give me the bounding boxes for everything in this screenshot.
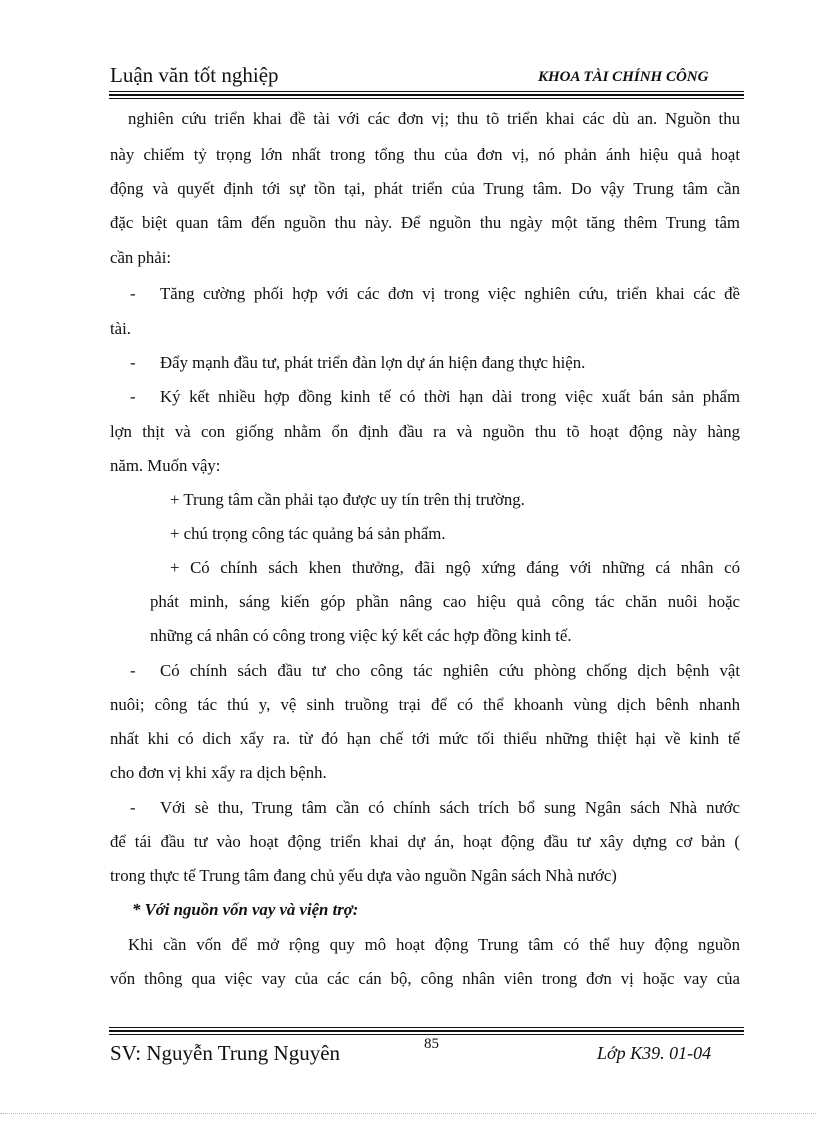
department-label: KHOA TÀI CHÍNH CÔNG xyxy=(538,69,709,85)
bullet-dash: - xyxy=(130,661,136,680)
text-line: những cá nhân có công trong việc ký kết các hợp đồng kinh tế. xyxy=(150,626,572,645)
page-number: 85 xyxy=(424,1036,439,1052)
text-line: Tăng cường phối hợp với các đơn vị trong việc nghiên cứu, triển khai các đề xyxy=(160,284,740,303)
thesis-title: Luận văn tốt nghiệp xyxy=(110,63,279,87)
header-rule-top xyxy=(109,91,744,92)
header-rule-thick xyxy=(109,94,744,96)
bullet-dash: - xyxy=(130,284,136,303)
text-line: động và quyết định tới sự tồn tại, phát triển của Trung tâm. Do vậy Trung tâm cần xyxy=(110,179,740,198)
text-line: nuôi; công tác thú y, vệ sinh truồng trại để có thể khoanh vùng dịch bênh nhanh xyxy=(110,695,740,714)
text-line: Có chính sách đầu tư cho công tác nghiên cứu phòng chống dịch bệnh vật xyxy=(160,661,740,680)
text-line: năm. Muốn vậy: xyxy=(110,456,221,475)
text-line: nhất khi có dich xẩy ra. từ đó hạn chế tới mức tối thiểu những thiệt hại về kinh tế xyxy=(110,729,740,748)
section-heading: * Với nguồn vốn vay và viện trợ: xyxy=(132,900,359,919)
text-line: vốn thông qua việc vay của các cán bộ, công nhân viên trong đơn vị hoặc vay của xyxy=(110,969,740,988)
header-rule-bottom xyxy=(109,98,744,99)
text-line: Ký kết nhiều hợp đồng kinh tế có thời hạn dài trong việc xuất bán sản phẩm xyxy=(160,387,740,406)
page-edge-divider xyxy=(0,1113,816,1114)
footer-rule-top xyxy=(109,1027,744,1028)
text-line: tài. xyxy=(110,319,131,338)
text-line: để tái đầu tư vào hoạt động triển khai dự án, hoạt động đầu tư xây dựng cơ bản ( xyxy=(110,832,740,851)
class-label: Lớp K39. 01-04 xyxy=(597,1043,712,1063)
text-line: + Có chính sách khen thưởng, đãi ngộ xứng đáng với những cá nhân có xyxy=(170,558,740,577)
text-line: + Trung tâm cần phải tạo được uy tín trên thị trường. xyxy=(170,490,525,509)
text-line: đặc biệt quan tâm đến nguồn thu này. Để nguồn thu ngày một tăng thêm Trung tâm xyxy=(110,213,740,232)
text-line: phát minh, sáng kiến góp phần nâng cao hiệu quả công tác chăn nuôi hoặc xyxy=(150,592,740,611)
text-line: cho đơn vị khi xẩy ra dịch bệnh. xyxy=(110,763,327,782)
bullet-dash: - xyxy=(130,387,136,406)
bullet-dash: - xyxy=(130,798,136,817)
text-line: Với sè thu, Trung tâm cần có chính sách trích bổ sung Ngân sách Nhà nước xyxy=(160,798,740,817)
bullet-dash: - xyxy=(130,353,136,372)
text-line: lợn thịt và con giống nhằm ổn định đầu ra và nguồn thu tõ hoạt động này hàng xyxy=(110,422,740,441)
text-line: nghiên cứu triển khai đề tài với các đơn vị; thu tõ triển khai các dù an. Nguồn thu xyxy=(128,109,740,128)
text-line: Đẩy mạnh đầu tư, phát triển đàn lợn dự án hiện đang thực hiện. xyxy=(160,353,586,372)
text-line: này chiếm tỷ trọng lớn nhất trong tổng thu của đơn vị, nó phản ánh hiệu quả hoạt xyxy=(110,145,740,164)
text-line: Khi cần vốn để mở rộng quy mô hoạt động Trung tâm có thể huy động nguồn xyxy=(128,935,740,954)
text-line: cần phải: xyxy=(110,248,172,267)
footer-rule-thick xyxy=(109,1030,744,1032)
student-name: SV: Nguyễn Trung Nguyên xyxy=(110,1041,341,1065)
text-line: trong thực tế Trung tâm đang chủ yếu dựa vào nguồn Ngân sách Nhà nước) xyxy=(110,866,617,885)
text-line: + chú trọng công tác quảng bá sản phẩm. xyxy=(170,524,446,543)
